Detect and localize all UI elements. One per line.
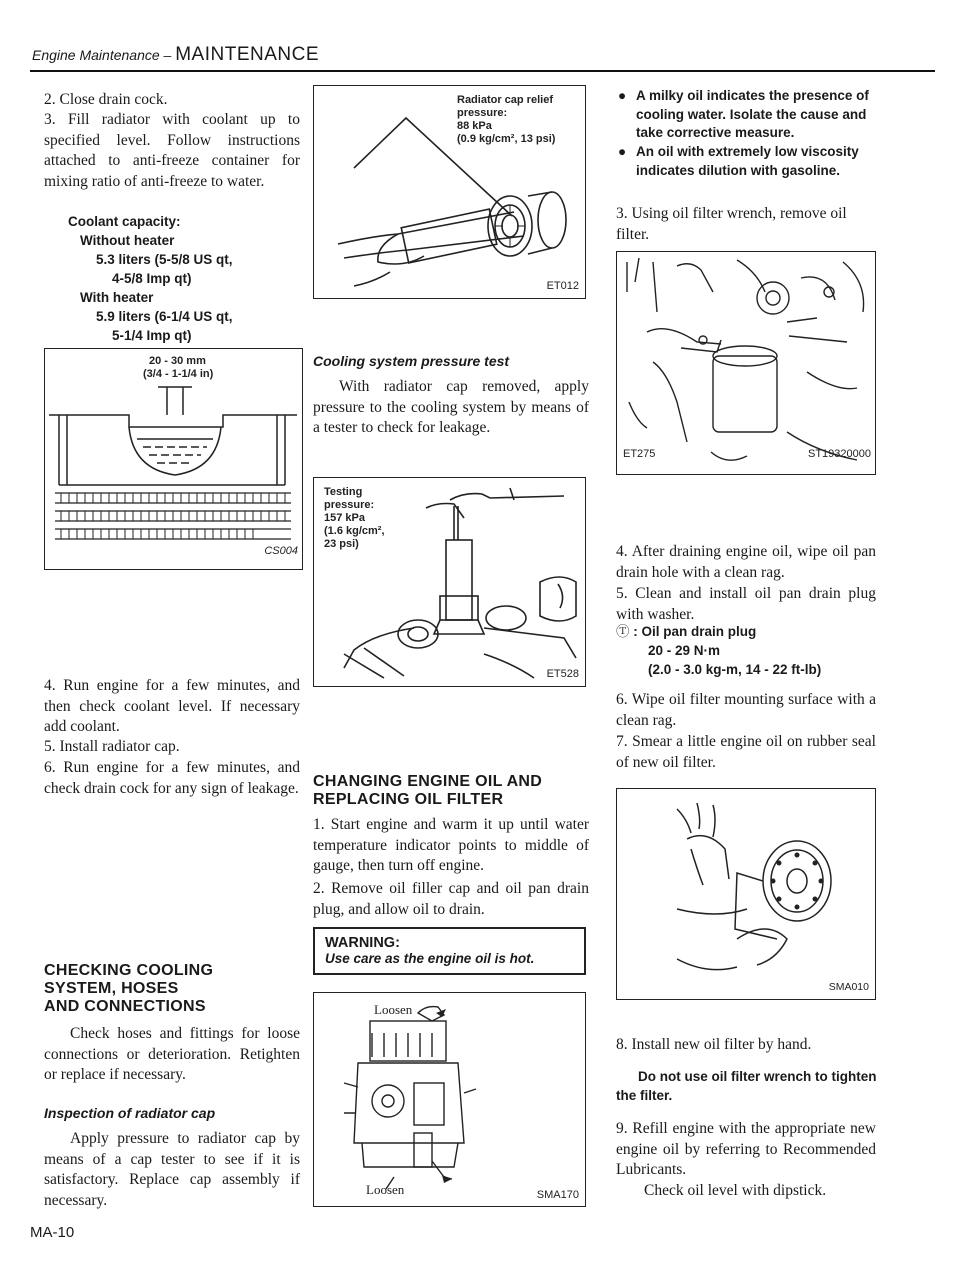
heading-pressure-test: Cooling system pressure test xyxy=(313,353,510,369)
filter-note: Do not use oil filter wrench to tighten the filter. xyxy=(616,1069,877,1103)
right-step-8: 8. Install new oil filter by hand. xyxy=(616,1036,812,1053)
figure-new-oil-filter: SMA010 xyxy=(616,788,876,1000)
right-step-9b: Check oil level with dipstick. xyxy=(644,1182,827,1199)
coolant-capacity: Coolant capacity: Without heater 5.3 liters (5-5/8 US qt, 4-5/8 Imp qt) With heater 5.9 liters (6-1/4 US qt, 5-1/4 Imp qt) xyxy=(68,214,233,343)
figure-oil-filter-removal: ET275 ST19320000 xyxy=(616,251,876,475)
pressure-text: With radiator cap removed, apply pressure to the cooling system by means of a tester to check for leakage. xyxy=(313,378,589,436)
new-filter-drawing xyxy=(617,789,873,997)
figure-engine-drain: Loosen Loosen SMA170 xyxy=(313,992,586,1207)
cap-tester-drawing xyxy=(314,86,584,296)
left-step-6: 6. Run engine for a few minutes, and check drain cock for any sign of leakage. xyxy=(44,759,300,797)
oil-step-1: 1. Start engine and warm it up until water temperature indicator points to middle of gauge, then turn off engine. xyxy=(313,816,589,874)
header-rule xyxy=(30,70,935,72)
bullet-low-viscosity: ● An oil with extremely low viscosity indicates dilution with gasoline. xyxy=(618,144,859,178)
figure-radiator-cap-test: Radiator cap relief pressure: 88 kPa (0.9 kg/cm², 13 psi) ET012 xyxy=(313,85,586,299)
warning-title: WARNING: xyxy=(325,935,400,951)
left-step-3: 3. Fill radiator with coolant up to specified level. Follow instructions attached to anti-freeze container for mixing ratio of anti-freeze to water. xyxy=(44,111,300,190)
oil-step-2: 2. Remove oil filler cap and oil pan drain plug, and allow oil to drain. xyxy=(313,880,589,918)
radiator-diagram xyxy=(45,383,301,569)
right-step-7: 7. Smear a little engine oil on rubber seal of new oil filter. xyxy=(616,733,876,771)
filter-wrench-drawing xyxy=(617,252,873,472)
left-step-2: 2. Close drain cock. xyxy=(44,91,168,108)
left-step-4: 4. Run engine for a few minutes, and then check coolant level. If necessary add coolant. xyxy=(44,677,300,735)
cap-text: Apply pressure to radiator cap by means of a cap tester to see if it is satisfactory. Replace cap assembly if necessary. xyxy=(44,1130,300,1209)
torque-icon: Ⓣ xyxy=(616,624,630,639)
page-number: MA-10 xyxy=(30,1224,75,1241)
bullet-icon: ● xyxy=(618,88,627,103)
heading-checking-cooling: CHECKING COOLING SYSTEM, HOSES AND CONNECTIONS xyxy=(44,962,214,1015)
right-step-9: 9. Refill engine with the appropriate new engine oil by referring to Recommended Lubricants. xyxy=(616,1120,876,1178)
figure-pressure-tester: Testing pressure: 157 kPa (1.6 kg/cm², 23 psi) ET528 xyxy=(313,477,586,687)
right-step-5: 5. Clean and install oil pan drain plug with washer. xyxy=(616,585,876,623)
header-section: Engine Maintenance xyxy=(32,47,160,63)
bullet-icon: ● xyxy=(618,144,627,159)
right-step-4: 4. After draining engine oil, wipe oil pan drain hole with a clean rag. xyxy=(616,543,876,581)
pressure-tester-drawing xyxy=(314,478,584,684)
engine-drawing xyxy=(314,993,584,1203)
figure-coolant-level: 20 - 30 mm (3/4 - 1-1/4 in) CS004 xyxy=(44,348,303,570)
heading-changing-oil: CHANGING ENGINE OIL AND REPLACING OIL FILTER xyxy=(313,773,543,808)
page-header: Engine Maintenance – MAINTENANCE xyxy=(32,44,320,65)
left-step-5: 5. Install radiator cap. xyxy=(44,738,180,755)
header-title: MAINTENANCE xyxy=(175,44,320,65)
warning-box xyxy=(313,927,586,975)
right-step-6: 6. Wipe oil filter mounting surface with a clean rag. xyxy=(616,691,876,729)
right-step-3: 3. Using oil filter wrench, remove oil filter. xyxy=(616,205,847,243)
torque-spec: Ⓣ : Oil pan drain plug 20 - 29 N·m (2.0 - 3.0 kg-m, 14 - 22 ft-lb) xyxy=(616,624,822,677)
bullet-milky-oil: ● A milky oil indicates the presence of cooling water. Isolate the cause and take corrective measure. xyxy=(618,88,869,140)
warning-text: Use care as the engine oil is hot. xyxy=(325,951,535,966)
cooling-text: Check hoses and fittings for loose connections or deterioration. Retighten or replace if necessary. xyxy=(44,1025,300,1083)
heading-radiator-cap: Inspection of radiator cap xyxy=(44,1105,216,1121)
